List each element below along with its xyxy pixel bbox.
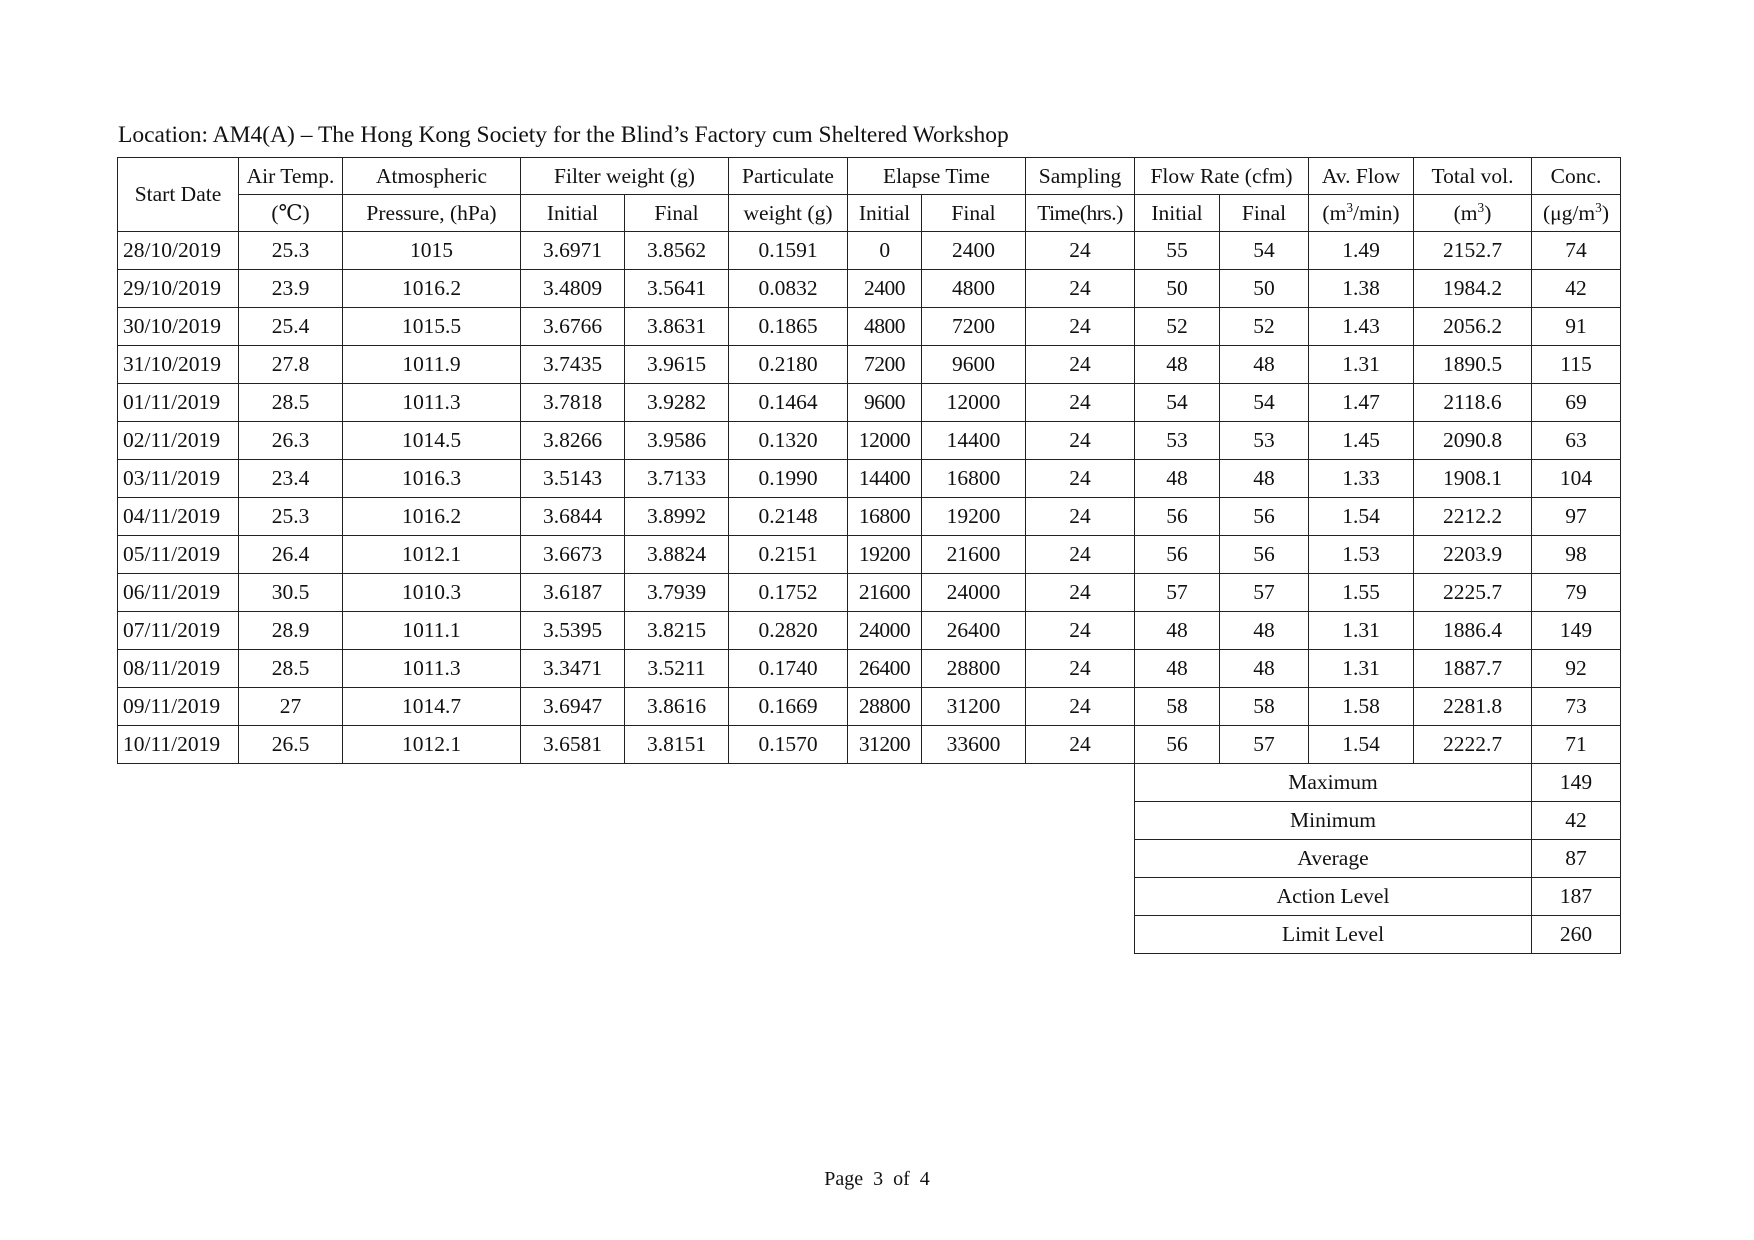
flow-final-cell: 56 <box>1220 536 1309 574</box>
filter-initial-cell: 3.6947 <box>521 688 625 726</box>
filter-final-cell: 3.8215 <box>625 612 729 650</box>
table-row <box>118 346 1621 384</box>
filter-initial-cell: 3.6673 <box>521 536 625 574</box>
pressure-cell: 1011.9 <box>343 346 521 384</box>
elapse-initial-cell: 7200 <box>848 346 922 384</box>
particulate-weight-cell: 0.1570 <box>729 726 848 764</box>
filter-initial-cell: 3.7435 <box>521 346 625 384</box>
av-flow-cell: 1.54 <box>1309 726 1414 764</box>
summary-value: 260 <box>1532 916 1621 954</box>
location-title: Location: AM4(A) – The Hong Kong Society for the Blind’s Factory cum Sheltered Workshop <box>118 122 1009 148</box>
table-row <box>118 308 1621 346</box>
filter-final-cell: 3.8151 <box>625 726 729 764</box>
summary-value: 187 <box>1532 878 1621 916</box>
flow-initial-cell: 48 <box>1135 346 1220 384</box>
filter-initial-cell: 3.6971 <box>521 232 625 270</box>
table-row <box>118 270 1621 308</box>
air-temp-cell: 23.4 <box>239 460 343 498</box>
start-date-cell: 08/11/2019 <box>118 650 239 688</box>
total-vol-cell: 2118.6 <box>1414 384 1532 422</box>
particulate-weight-cell: 0.1752 <box>729 574 848 612</box>
elapse-initial-cell: 16800 <box>848 498 922 536</box>
table-row <box>118 460 1621 498</box>
conc-cell: 97 <box>1532 498 1621 536</box>
filter-final-cell: 3.7939 <box>625 574 729 612</box>
summary-spacer <box>118 878 1135 916</box>
av-flow-cell: 1.31 <box>1309 650 1414 688</box>
flow-final-cell: 57 <box>1220 574 1309 612</box>
av-flow-cell: 1.31 <box>1309 612 1414 650</box>
summary-row <box>118 802 1621 840</box>
conc-cell: 79 <box>1532 574 1621 612</box>
flow-final-cell: 58 <box>1220 688 1309 726</box>
pressure-cell: 1011.1 <box>343 612 521 650</box>
conc-cell: 104 <box>1532 460 1621 498</box>
elapse-final-cell: 19200 <box>922 498 1026 536</box>
pressure-cell: 1015 <box>343 232 521 270</box>
start-date-cell: 30/10/2019 <box>118 308 239 346</box>
conc-cell: 74 <box>1532 232 1621 270</box>
flow-final-header: Final <box>1220 195 1309 232</box>
flow-final-cell: 54 <box>1220 384 1309 422</box>
table-row <box>118 612 1621 650</box>
summary-value: 42 <box>1532 802 1621 840</box>
pressure-cell: 1014.7 <box>343 688 521 726</box>
elapse-initial-cell: 0 <box>848 232 922 270</box>
header-row-2 <box>118 195 1621 232</box>
flow-final-cell: 48 <box>1220 612 1309 650</box>
elapse-initial-cell: 28800 <box>848 688 922 726</box>
filter-final-cell: 3.7133 <box>625 460 729 498</box>
pressure-cell: 1015.5 <box>343 308 521 346</box>
particulate-weight-cell: 0.1320 <box>729 422 848 460</box>
page-number: Page 3 of 4 <box>824 1168 930 1190</box>
flow-final-cell: 48 <box>1220 650 1309 688</box>
total-vol-cell: 2203.9 <box>1414 536 1532 574</box>
particulate-weight-cell: 0.1990 <box>729 460 848 498</box>
flow-final-cell: 50 <box>1220 270 1309 308</box>
summary-value: 149 <box>1532 764 1621 802</box>
total-vol-cell: 1886.4 <box>1414 612 1532 650</box>
filter-initial-cell: 3.6187 <box>521 574 625 612</box>
particulate-header: Particulate <box>729 158 848 195</box>
air-temp-cell: 26.5 <box>239 726 343 764</box>
table-row <box>118 650 1621 688</box>
av-flow-cell: 1.43 <box>1309 308 1414 346</box>
conc-cell: 73 <box>1532 688 1621 726</box>
flow-initial-cell: 48 <box>1135 612 1220 650</box>
sampling-time-cell: 24 <box>1026 270 1135 308</box>
filter-final-cell: 3.8616 <box>625 688 729 726</box>
pressure-unit: Pressure, (hPa) <box>343 195 521 232</box>
filter-initial-header: Initial <box>521 195 625 232</box>
conc-unit: $(\mu g/m^3)$ <box>1532 195 1621 232</box>
elapse-initial-cell: 14400 <box>848 460 922 498</box>
filter-final-cell: 3.5211 <box>625 650 729 688</box>
air-temp-cell: 27.8 <box>239 346 343 384</box>
elapse-final-cell: 24000 <box>922 574 1026 612</box>
elapse-initial-cell: 2400 <box>848 270 922 308</box>
sampling-time-cell: 24 <box>1026 346 1135 384</box>
particulate-weight-cell: 0.1865 <box>729 308 848 346</box>
start-date-cell: 06/11/2019 <box>118 574 239 612</box>
pressure-cell: 1011.3 <box>343 384 521 422</box>
air-temp-cell: 27 <box>239 688 343 726</box>
flow-initial-header: Initial <box>1135 195 1220 232</box>
air-temp-cell: 28.5 <box>239 384 343 422</box>
total-vol-cell: 2212.2 <box>1414 498 1532 536</box>
elapse-final-cell: 14400 <box>922 422 1026 460</box>
av-flow-cell: 1.47 <box>1309 384 1414 422</box>
filter-initial-cell: 3.3471 <box>521 650 625 688</box>
summary-spacer <box>118 802 1135 840</box>
total-vol-cell: 2225.7 <box>1414 574 1532 612</box>
air-temp-cell: 28.9 <box>239 612 343 650</box>
flow-final-cell: 48 <box>1220 346 1309 384</box>
total-vol-cell: 1908.1 <box>1414 460 1532 498</box>
elapse-initial-cell: 26400 <box>848 650 922 688</box>
elapse-initial-cell: 9600 <box>848 384 922 422</box>
flow-final-cell: 53 <box>1220 422 1309 460</box>
flow-final-cell: 52 <box>1220 308 1309 346</box>
summary-row <box>118 916 1621 954</box>
elapse-final-cell: 26400 <box>922 612 1026 650</box>
elapse-initial-cell: 21600 <box>848 574 922 612</box>
elapse-final-cell: 31200 <box>922 688 1026 726</box>
air-temp-cell: 26.3 <box>239 422 343 460</box>
air-temp-cell: 30.5 <box>239 574 343 612</box>
particulate-weight-cell: 0.2151 <box>729 536 848 574</box>
particulate-weight-cell: 0.0832 <box>729 270 848 308</box>
total-vol-cell: 1984.2 <box>1414 270 1532 308</box>
filter-final-cell: 3.5641 <box>625 270 729 308</box>
table-row <box>118 688 1621 726</box>
particulate-weight-cell: 0.2180 <box>729 346 848 384</box>
air-temp-cell: 28.5 <box>239 650 343 688</box>
filter-initial-cell: 3.4809 <box>521 270 625 308</box>
av-flow-cell: 1.33 <box>1309 460 1414 498</box>
av-flow-cell: 1.49 <box>1309 232 1414 270</box>
sampling-unit: Time(hrs.) <box>1026 195 1135 232</box>
flow-initial-cell: 55 <box>1135 232 1220 270</box>
pressure-cell: 1016.2 <box>343 270 521 308</box>
sampling-time-cell: 24 <box>1026 232 1135 270</box>
particulate-weight-cell: 0.2820 <box>729 612 848 650</box>
air-temp-header: Air Temp. <box>239 158 343 195</box>
filter-initial-cell: 3.5143 <box>521 460 625 498</box>
sampling-time-cell: 24 <box>1026 384 1135 422</box>
elapse-time-header: Elapse Time <box>848 158 1026 195</box>
conc-cell: 69 <box>1532 384 1621 422</box>
pressure-cell: 1016.3 <box>343 460 521 498</box>
air-temp-cell: 25.3 <box>239 498 343 536</box>
start-date-header: Start Date <box>118 158 239 232</box>
start-date-cell: 04/11/2019 <box>118 498 239 536</box>
table-row <box>118 536 1621 574</box>
conc-cell: 91 <box>1532 308 1621 346</box>
atmospheric-header: Atmospheric <box>343 158 521 195</box>
elapse-final-cell: 7200 <box>922 308 1026 346</box>
elapse-final-header: Final <box>922 195 1026 232</box>
av-flow-cell: 1.38 <box>1309 270 1414 308</box>
start-date-cell: 29/10/2019 <box>118 270 239 308</box>
header-row-1 <box>118 158 1621 195</box>
particulate-weight-cell: 0.1740 <box>729 650 848 688</box>
sampling-time-cell: 24 <box>1026 726 1135 764</box>
flow-final-cell: 54 <box>1220 232 1309 270</box>
table-row <box>118 498 1621 536</box>
sampling-header: Sampling <box>1026 158 1135 195</box>
flow-initial-cell: 50 <box>1135 270 1220 308</box>
filter-initial-cell: 3.8266 <box>521 422 625 460</box>
start-date-cell: 10/11/2019 <box>118 726 239 764</box>
flow-initial-cell: 56 <box>1135 536 1220 574</box>
start-date-cell: 28/10/2019 <box>118 232 239 270</box>
sampling-time-cell: 24 <box>1026 498 1135 536</box>
flow-final-cell: 56 <box>1220 498 1309 536</box>
elapse-final-cell: 2400 <box>922 232 1026 270</box>
total-vol-unit: $(m^3)$ <box>1414 195 1532 232</box>
summary-row <box>118 764 1621 802</box>
pressure-cell: 1016.2 <box>343 498 521 536</box>
filter-initial-cell: 3.5395 <box>521 612 625 650</box>
total-vol-cell: 1887.7 <box>1414 650 1532 688</box>
start-date-cell: 01/11/2019 <box>118 384 239 422</box>
filter-final-cell: 3.8824 <box>625 536 729 574</box>
flow-rate-header: Flow Rate (cfm) <box>1135 158 1309 195</box>
conc-cell: 63 <box>1532 422 1621 460</box>
sampling-time-cell: 24 <box>1026 612 1135 650</box>
start-date-cell: 02/11/2019 <box>118 422 239 460</box>
sampling-time-cell: 24 <box>1026 422 1135 460</box>
summary-label: Minimum <box>1135 802 1532 840</box>
elapse-initial-cell: 24000 <box>848 612 922 650</box>
elapse-final-cell: 12000 <box>922 384 1026 422</box>
filter-initial-cell: 3.6844 <box>521 498 625 536</box>
av-flow-cell: 1.54 <box>1309 498 1414 536</box>
summary-label: Action Level <box>1135 878 1532 916</box>
air-temp-cell: 25.4 <box>239 308 343 346</box>
filter-initial-cell: 3.6766 <box>521 308 625 346</box>
sampling-time-cell: 24 <box>1026 688 1135 726</box>
particulate-weight-cell: 0.2148 <box>729 498 848 536</box>
sampling-time-cell: 24 <box>1026 308 1135 346</box>
total-vol-cell: 2090.8 <box>1414 422 1532 460</box>
total-vol-cell: 2056.2 <box>1414 308 1532 346</box>
filter-final-cell: 3.8992 <box>625 498 729 536</box>
total-vol-cell: 1890.5 <box>1414 346 1532 384</box>
filter-weight-header: Filter weight (g) <box>521 158 729 195</box>
conc-cell: 42 <box>1532 270 1621 308</box>
table-row <box>118 726 1621 764</box>
air-temp-unit: (℃) <box>239 195 343 232</box>
particulate-unit: weight (g) <box>729 195 848 232</box>
conc-cell: 98 <box>1532 536 1621 574</box>
av-flow-cell: 1.58 <box>1309 688 1414 726</box>
total-vol-cell: 2152.7 <box>1414 232 1532 270</box>
av-flow-cell: 1.45 <box>1309 422 1414 460</box>
flow-initial-cell: 48 <box>1135 460 1220 498</box>
pressure-cell: 1011.3 <box>343 650 521 688</box>
flow-initial-cell: 56 <box>1135 498 1220 536</box>
filter-final-header: Final <box>625 195 729 232</box>
table-row <box>118 422 1621 460</box>
monitoring-data-table <box>117 157 1621 954</box>
summary-label: Maximum <box>1135 764 1532 802</box>
elapse-initial-cell: 4800 <box>848 308 922 346</box>
air-temp-cell: 25.3 <box>239 232 343 270</box>
pressure-cell: 1012.1 <box>343 536 521 574</box>
conc-header: Conc. <box>1532 158 1621 195</box>
start-date-cell: 31/10/2019 <box>118 346 239 384</box>
summary-row <box>118 878 1621 916</box>
conc-cell: 115 <box>1532 346 1621 384</box>
elapse-final-cell: 4800 <box>922 270 1026 308</box>
sampling-time-cell: 24 <box>1026 650 1135 688</box>
sampling-time-cell: 24 <box>1026 574 1135 612</box>
flow-initial-cell: 57 <box>1135 574 1220 612</box>
elapse-final-cell: 9600 <box>922 346 1026 384</box>
sampling-time-cell: 24 <box>1026 460 1135 498</box>
total-vol-cell: 2281.8 <box>1414 688 1532 726</box>
start-date-cell: 07/11/2019 <box>118 612 239 650</box>
conc-cell: 71 <box>1532 726 1621 764</box>
summary-spacer <box>118 840 1135 878</box>
elapse-final-cell: 33600 <box>922 726 1026 764</box>
flow-initial-cell: 52 <box>1135 308 1220 346</box>
elapse-final-cell: 21600 <box>922 536 1026 574</box>
filter-initial-cell: 3.7818 <box>521 384 625 422</box>
air-temp-cell: 26.4 <box>239 536 343 574</box>
flow-final-cell: 48 <box>1220 460 1309 498</box>
summary-value: 87 <box>1532 840 1621 878</box>
start-date-cell: 03/11/2019 <box>118 460 239 498</box>
av-flow-unit: $(m^3/\min)$ <box>1309 195 1414 232</box>
elapse-final-cell: 16800 <box>922 460 1026 498</box>
flow-initial-cell: 48 <box>1135 650 1220 688</box>
flow-initial-cell: 53 <box>1135 422 1220 460</box>
total-vol-header: Total vol. <box>1414 158 1532 195</box>
table-row <box>118 232 1621 270</box>
summary-label: Limit Level <box>1135 916 1532 954</box>
conc-cell: 92 <box>1532 650 1621 688</box>
pressure-cell: 1012.1 <box>343 726 521 764</box>
elapse-initial-header: Initial <box>848 195 922 232</box>
av-flow-cell: 1.55 <box>1309 574 1414 612</box>
flow-initial-cell: 58 <box>1135 688 1220 726</box>
elapse-initial-cell: 12000 <box>848 422 922 460</box>
av-flow-cell: 1.31 <box>1309 346 1414 384</box>
elapse-initial-cell: 31200 <box>848 726 922 764</box>
pressure-cell: 1010.3 <box>343 574 521 612</box>
air-temp-cell: 23.9 <box>239 270 343 308</box>
av-flow-cell: 1.53 <box>1309 536 1414 574</box>
av-flow-header: Av. Flow <box>1309 158 1414 195</box>
particulate-weight-cell: 0.1464 <box>729 384 848 422</box>
particulate-weight-cell: 0.1669 <box>729 688 848 726</box>
start-date-cell: 05/11/2019 <box>118 536 239 574</box>
elapse-final-cell: 28800 <box>922 650 1026 688</box>
particulate-weight-cell: 0.1591 <box>729 232 848 270</box>
table-row <box>118 384 1621 422</box>
start-date-cell: 09/11/2019 <box>118 688 239 726</box>
conc-cell: 149 <box>1532 612 1621 650</box>
flow-initial-cell: 56 <box>1135 726 1220 764</box>
flow-initial-cell: 54 <box>1135 384 1220 422</box>
sampling-time-cell: 24 <box>1026 536 1135 574</box>
elapse-initial-cell: 19200 <box>848 536 922 574</box>
summary-spacer <box>118 764 1135 802</box>
filter-final-cell: 3.9282 <box>625 384 729 422</box>
total-vol-cell: 2222.7 <box>1414 726 1532 764</box>
filter-final-cell: 3.9615 <box>625 346 729 384</box>
summary-row <box>118 840 1621 878</box>
filter-final-cell: 3.8631 <box>625 308 729 346</box>
summary-spacer <box>118 916 1135 954</box>
pressure-cell: 1014.5 <box>343 422 521 460</box>
table-row <box>118 574 1621 612</box>
flow-final-cell: 57 <box>1220 726 1309 764</box>
summary-label: Average <box>1135 840 1532 878</box>
filter-final-cell: 3.8562 <box>625 232 729 270</box>
filter-final-cell: 3.9586 <box>625 422 729 460</box>
filter-initial-cell: 3.6581 <box>521 726 625 764</box>
